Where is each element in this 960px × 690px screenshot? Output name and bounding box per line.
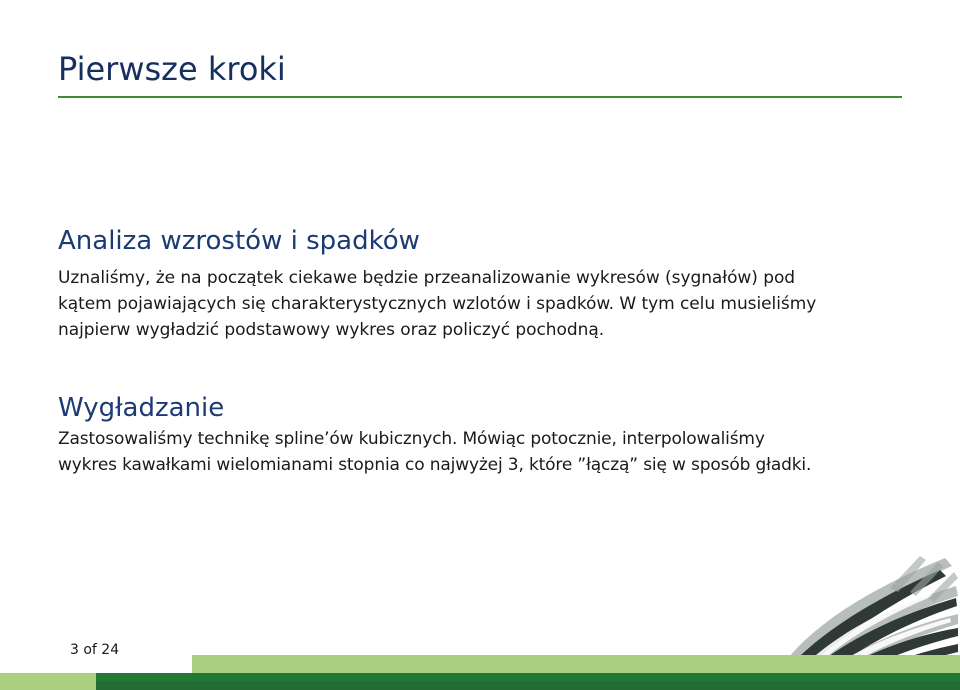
body-line: wykres kawałkami wielomianami stopnia co najwyżej 3, które ”łączą” się w sposób gładki. bbox=[58, 455, 812, 475]
title-underline bbox=[58, 96, 902, 98]
block-title-smoothing: Wygładzanie bbox=[58, 393, 225, 423]
slide-title: Pierwsze kroki bbox=[58, 50, 286, 88]
footer-bar-dark bbox=[0, 673, 960, 690]
page-number: 3 of 24 bbox=[70, 642, 120, 658]
body-line: najpierw wygładzić podstawowy wykres oraz policzyć pochodną. bbox=[58, 320, 605, 340]
footer-bar-light bbox=[192, 655, 960, 673]
footer-bar-bottom-edge bbox=[96, 681, 960, 690]
body-line: kątem pojawiających się charakterystycznych wzlotów i spadków. W tym celu musieliśmy bbox=[58, 294, 817, 314]
block-title-analysis: Analiza wzrostów i spadków bbox=[58, 226, 420, 256]
block-body-analysis bbox=[58, 265, 908, 343]
body-line: Zastosowaliśmy technikę spline’ów kubicznych. Mówiąc potocznie, interpolowaliśmy bbox=[58, 429, 765, 449]
footer-bar-left-segment bbox=[0, 673, 96, 690]
body-line: Uznaliśmy, że na początek ciekawe będzie przeanalizowanie wykresów (sygnałów) pod bbox=[58, 268, 796, 288]
block-body-smoothing bbox=[58, 426, 908, 478]
